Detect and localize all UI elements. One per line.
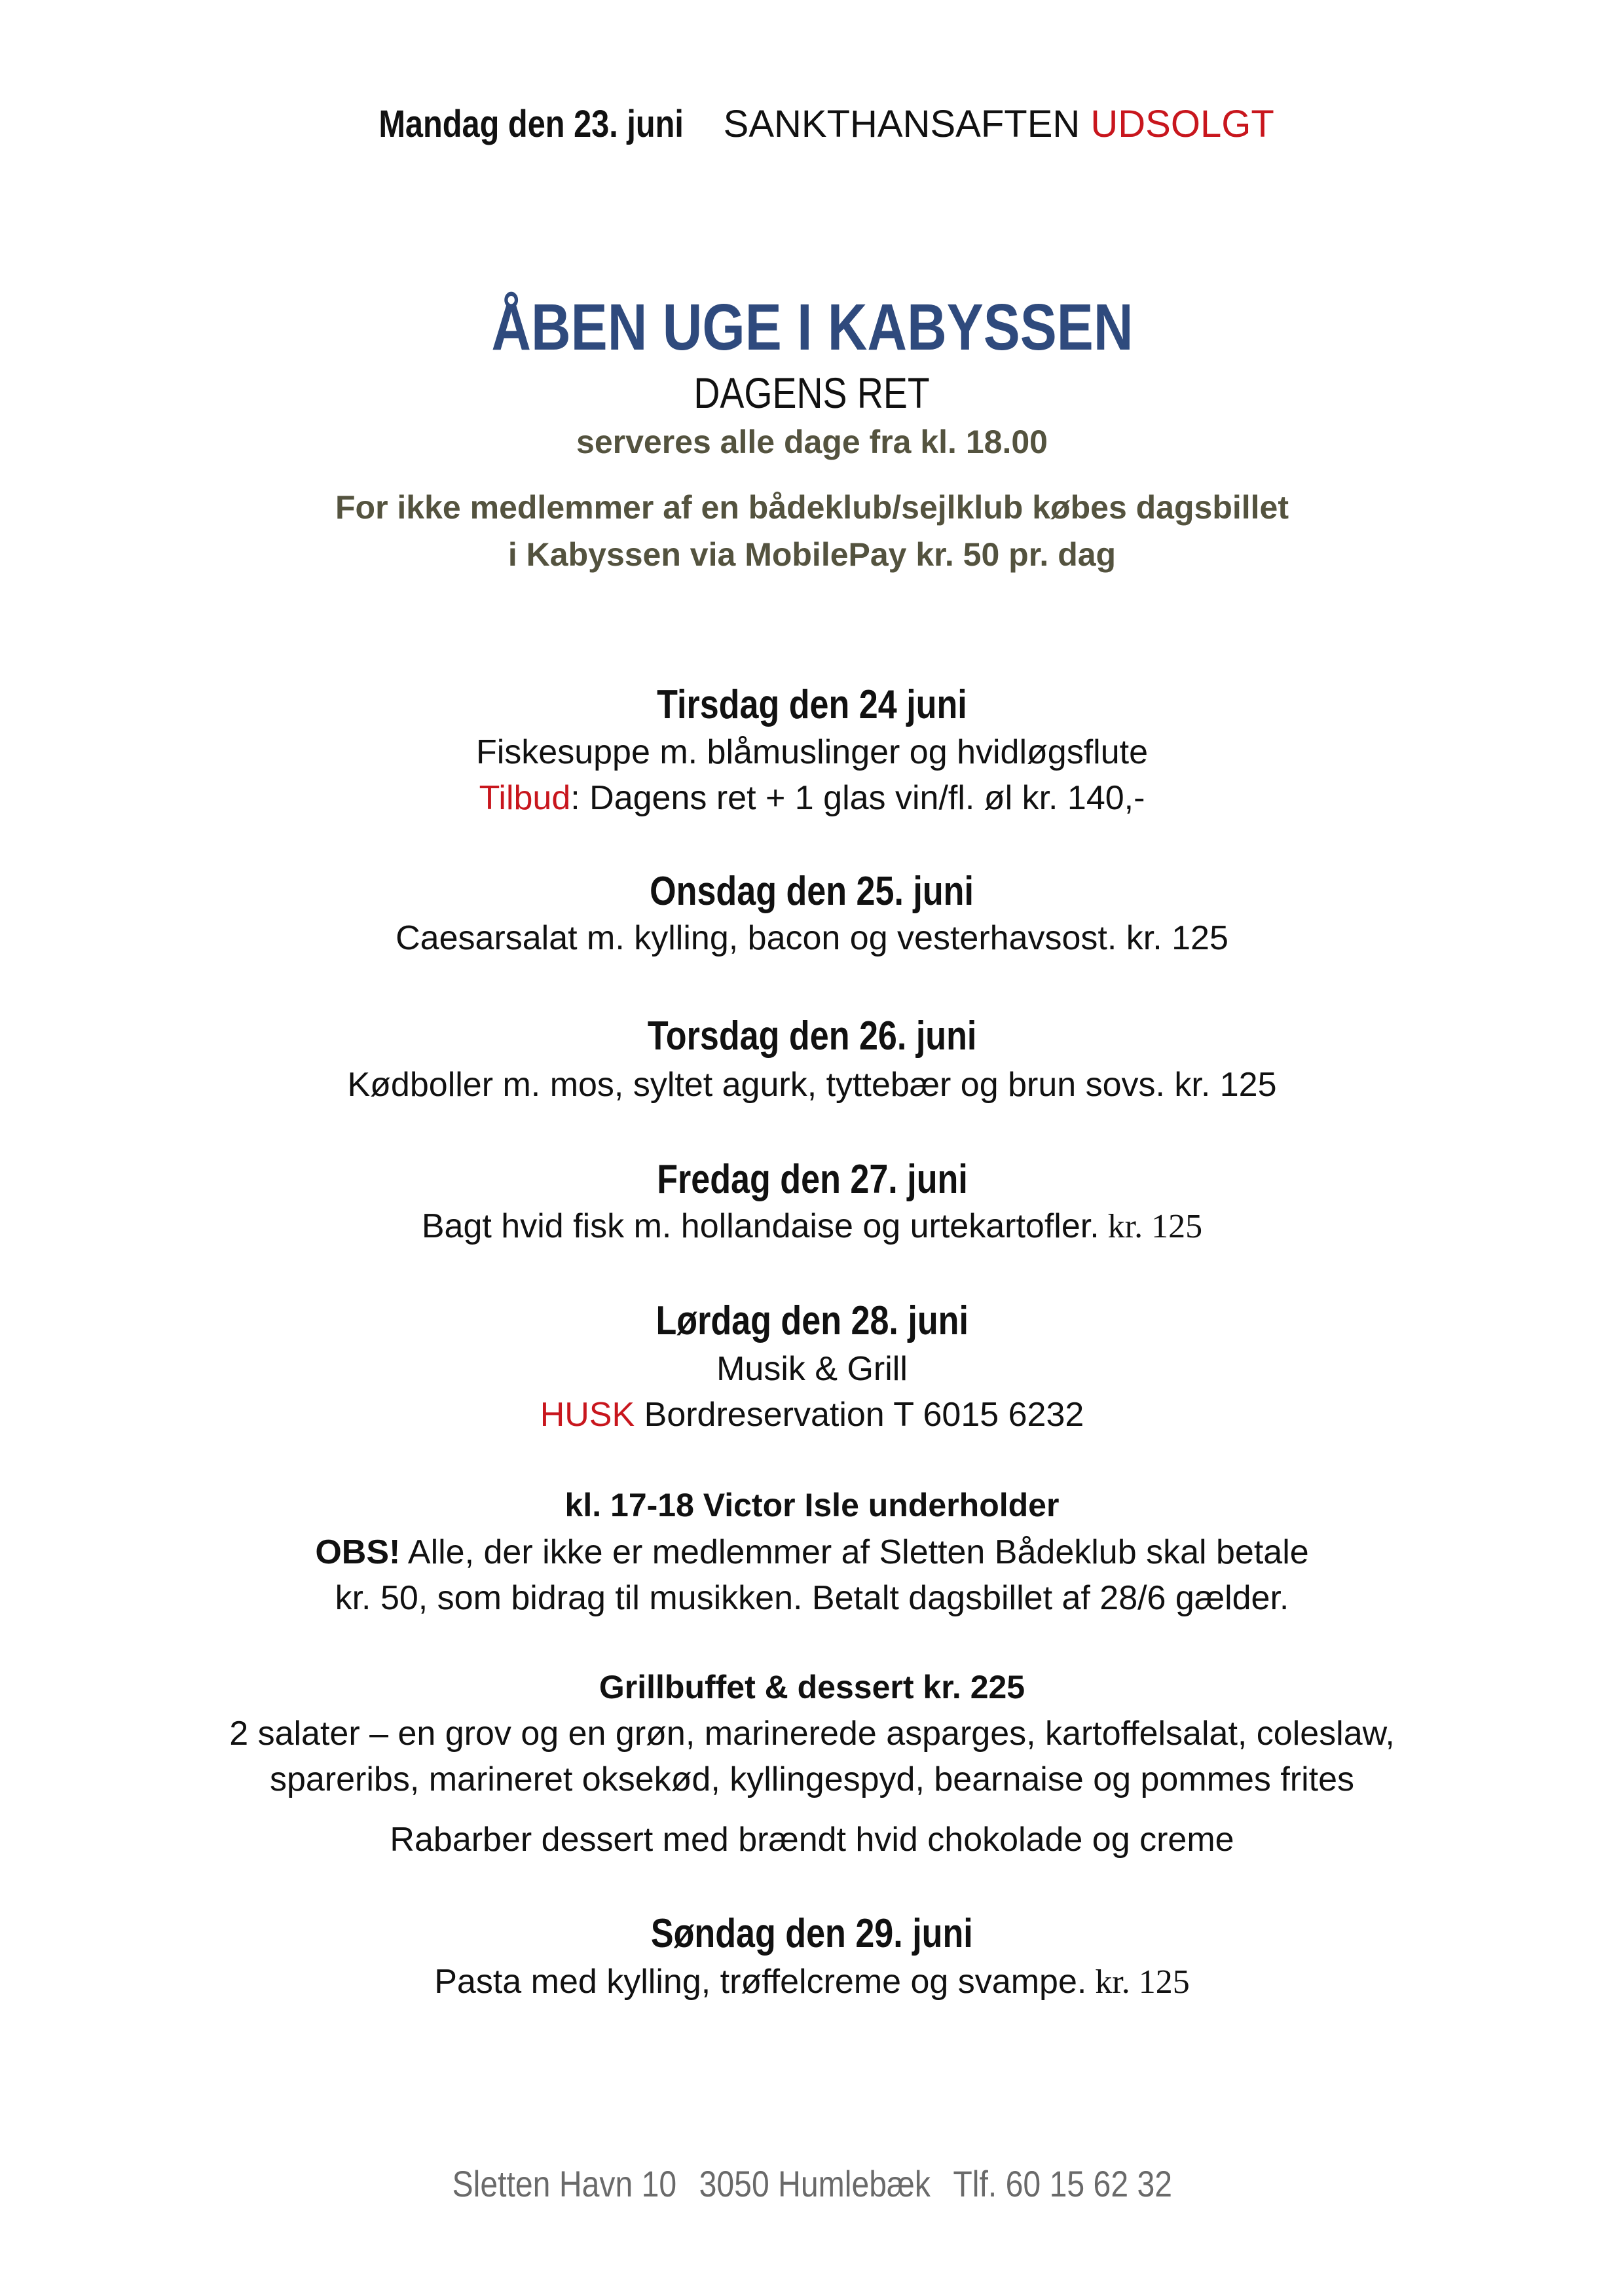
- footer-address: Sletten Havn 10: [452, 2163, 676, 2204]
- day-heading-sunday: Søndag den 29. juni: [651, 1911, 973, 1956]
- announcement-event: SANKTHANSAFTEN: [723, 103, 1080, 145]
- day-heading-friday: Fredag den 27. juni: [656, 1157, 968, 1202]
- reminder-label: HUSK: [540, 1396, 635, 1434]
- footer-contact: [0, 2162, 1624, 2206]
- reminder-text: Bordreservation T 6015 6232: [635, 1396, 1084, 1434]
- day-heading-thursday: Torsdag den 26. juni: [647, 1013, 977, 1059]
- day-heading-wednesday: Onsdag den 25. juni: [650, 869, 974, 914]
- grill-buffet-line1: 2 salater – en grov og en grøn, marinerede asparges, kartoffelsalat, coleslaw,: [229, 1715, 1395, 1753]
- dish-friday: Bagt hvid fisk m. hollandaise og urtekartofler. kr. 125: [421, 1207, 1203, 1245]
- serving-time: serveres alle dage fra kl. 18.00: [576, 424, 1048, 460]
- day-heading-saturday: Lørdag den 28. juni: [655, 1298, 969, 1343]
- day-heading-tuesday: Tirsdag den 24 juni: [657, 682, 967, 727]
- dish-wednesday: Caesarsalat m. kylling, bacon og vesterhavsost. kr. 125: [396, 919, 1228, 957]
- music-entertainment: kl. 17-18 Victor Isle underholder: [564, 1487, 1060, 1523]
- page-title: ÅBEN UGE I KABYSSEN: [490, 291, 1134, 364]
- obs-label: OBS!: [315, 1533, 401, 1571]
- footer-phone: Tlf. 60 15 62 32: [953, 2163, 1172, 2204]
- obs-note-line1: OBS! Alle, der ikke er medlemmer af Sletten Bådeklub skal betale: [315, 1533, 1309, 1571]
- dish-saturday: Musik & Grill: [716, 1350, 908, 1388]
- dessert: Rabarber dessert med brændt hvid chokolade og creme: [390, 1821, 1234, 1859]
- announcement-date: Mandag den 23. juni: [378, 103, 684, 145]
- obs-note-line2: kr. 50, som bidrag til musikken. Betalt dagsbillet af 28/6 gælder.: [335, 1579, 1289, 1617]
- grill-buffet-line2: spareribs, marineret oksekød, kyllingespyd, bearnaise og pommes frites: [269, 1760, 1355, 1798]
- offer-text: : Dagens ret + 1 glas vin/fl. øl kr. 140,-: [570, 779, 1145, 817]
- page-subtitle: DAGENS RET: [693, 369, 931, 417]
- price-friday: kr. 125: [1099, 1208, 1203, 1245]
- non-member-note-line1: For ikke medlemmer af en bådeklub/sejlklub købes dagsbillet: [335, 489, 1289, 526]
- non-member-note-line2: i Kabyssen via MobilePay kr. 50 pr. dag: [507, 536, 1116, 573]
- dish-sunday: Pasta med kylling, trøffelcreme og svampe. kr. 125: [434, 1963, 1190, 2001]
- dish-thursday: Kødboller m. mos, syltet agurk, tyttebær og brun sovs. kr. 125: [347, 1066, 1277, 1104]
- sold-out-label: UDSOLGT: [1090, 103, 1274, 145]
- price-sunday: kr. 125: [1086, 1963, 1190, 2001]
- offer-label: Tilbud: [479, 779, 571, 817]
- offer-tuesday: [0, 776, 1624, 820]
- top-announcement: [0, 101, 1624, 147]
- dish-tuesday: Fiskesuppe m. blåmuslinger og hvidløgsflute: [475, 733, 1149, 771]
- footer-city: 3050 Humlebæk: [699, 2163, 931, 2204]
- grill-buffet-title: Grillbuffet & dessert kr. 225: [599, 1669, 1025, 1705]
- reservation-reminder: [0, 1393, 1624, 1436]
